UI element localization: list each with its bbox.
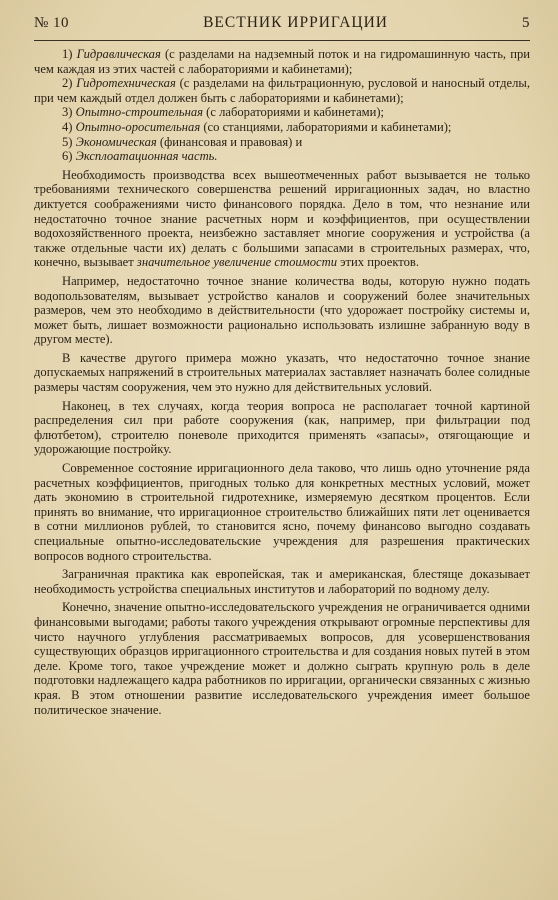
emphasis: значительное увеличение стоимости	[136, 255, 337, 270]
list-item: 1) Гидравлическая (с разделами на надземный поток и на гидромашинную часть, при чем каждая из этих частей с лабораториями и кабинетами);	[34, 47, 530, 76]
page-header	[34, 14, 530, 36]
header-rule	[34, 40, 530, 41]
list-item: 2) Гидротехническая (с разделами на фильтрационную, русловой и наносный отделы, при чем каждый отдел должен быть с лабораториями и кабинетами);	[34, 76, 531, 105]
paragraph: Например, недостаточно точное знание количества воды, которую нужно подать водопользователям, вызывает устройство каналов и сооружений более значительных размеров, чем это необходимо в действительности (что удорожает постройку системы и, может быть, лишает возможности рационально использовать излишне забранную воду в другом месте).	[34, 273, 530, 347]
list-item: 3) Опытно-строительная (с лабораториями и кабинетами);	[62, 105, 385, 120]
department-list	[34, 47, 530, 164]
paragraph: Конечно, значение опытно-исследовательского учреждения не ограничивается одними финансовыми выгодами; работы такого учреждения открывают огромные перспективы для чисто научного углубления рассматриваемых вопросов, для усовершенствования существующих образцов ирригационного строительства и для создания новых путей в этом деле. Кроме того, такое учреждение может и должно сыграть крупную роль в деле подготовки надлежащего кадра работников по ирригации, органически связанных с жизнью края. В этом отношении развитие исследовательского учреждения имеет большое политическое значение.	[34, 600, 530, 717]
journal-title: ВЕСТНИК ИРРИГАЦИИ	[203, 14, 388, 31]
list-item: 4) Опытно-оросительная (со станциями, лабораториями и кабинетами);	[62, 119, 452, 134]
paragraph: Заграничная практика как европейская, так и американская, блестяще доказывает необходимость устройства специальных институтов и лабораторий по водному делу.	[34, 567, 530, 596]
paragraph: В качестве другого примера можно указать, что недостаточно точное знание допускаемых напряжений в строительных материалах заставляет назначать более солидные размеры частям сооружения, чем это нужно для действительных условий.	[34, 350, 530, 395]
paragraph: Необходимость производства всех вышеотмеченных работ вызывается не только требованиями технического совершенства решений ирригационных задач, но властно диктуется соображениями чисто финансового порядка. Дело в том, что незнание или недостаточно точное знание расчетных норм и коэффициентов, при осуществлении водохозяйственного проекта, неизбежно заставляет многие сооружения и устройства (а также отдельные части их) делать с большими запасами в строительных размерах, что, конечно, вызывает значительное увеличение стоимости этих проектов.	[34, 167, 530, 270]
paragraph: Наконец, в тех случаях, когда теория вопроса не располагает точной картиной распределения сил при работе сооружения (как, например, при фильтрации под флютбетом), строителю поневоле приходится применять «запасы», отягощающие и удорожающие постройку.	[34, 398, 530, 457]
issue-number: № 10	[34, 15, 70, 31]
page-number: 5	[521, 15, 530, 31]
list-item: 5) Экономическая (финансовая и правовая) и	[62, 134, 303, 149]
list-item: 6) Эксплоатационная часть.	[62, 149, 218, 164]
paragraph: Современное состояние ирригационного дела таково, что лишь одно уточнение ряда расчетных коэффициентов, пригодных только для конкретных местных условий, может дать экономию в строительной гидротехнике, измеряемую десятком процентов. Если принять во внимание, что ирригационное строительство ближайших пяти лет оценивается в сотни миллионов рублей, то становится ясно, почему финансово выгодно создавать специальные опытно-исследовательские учреждения для разрешения практических вопросов водного строительства.	[34, 461, 530, 563]
